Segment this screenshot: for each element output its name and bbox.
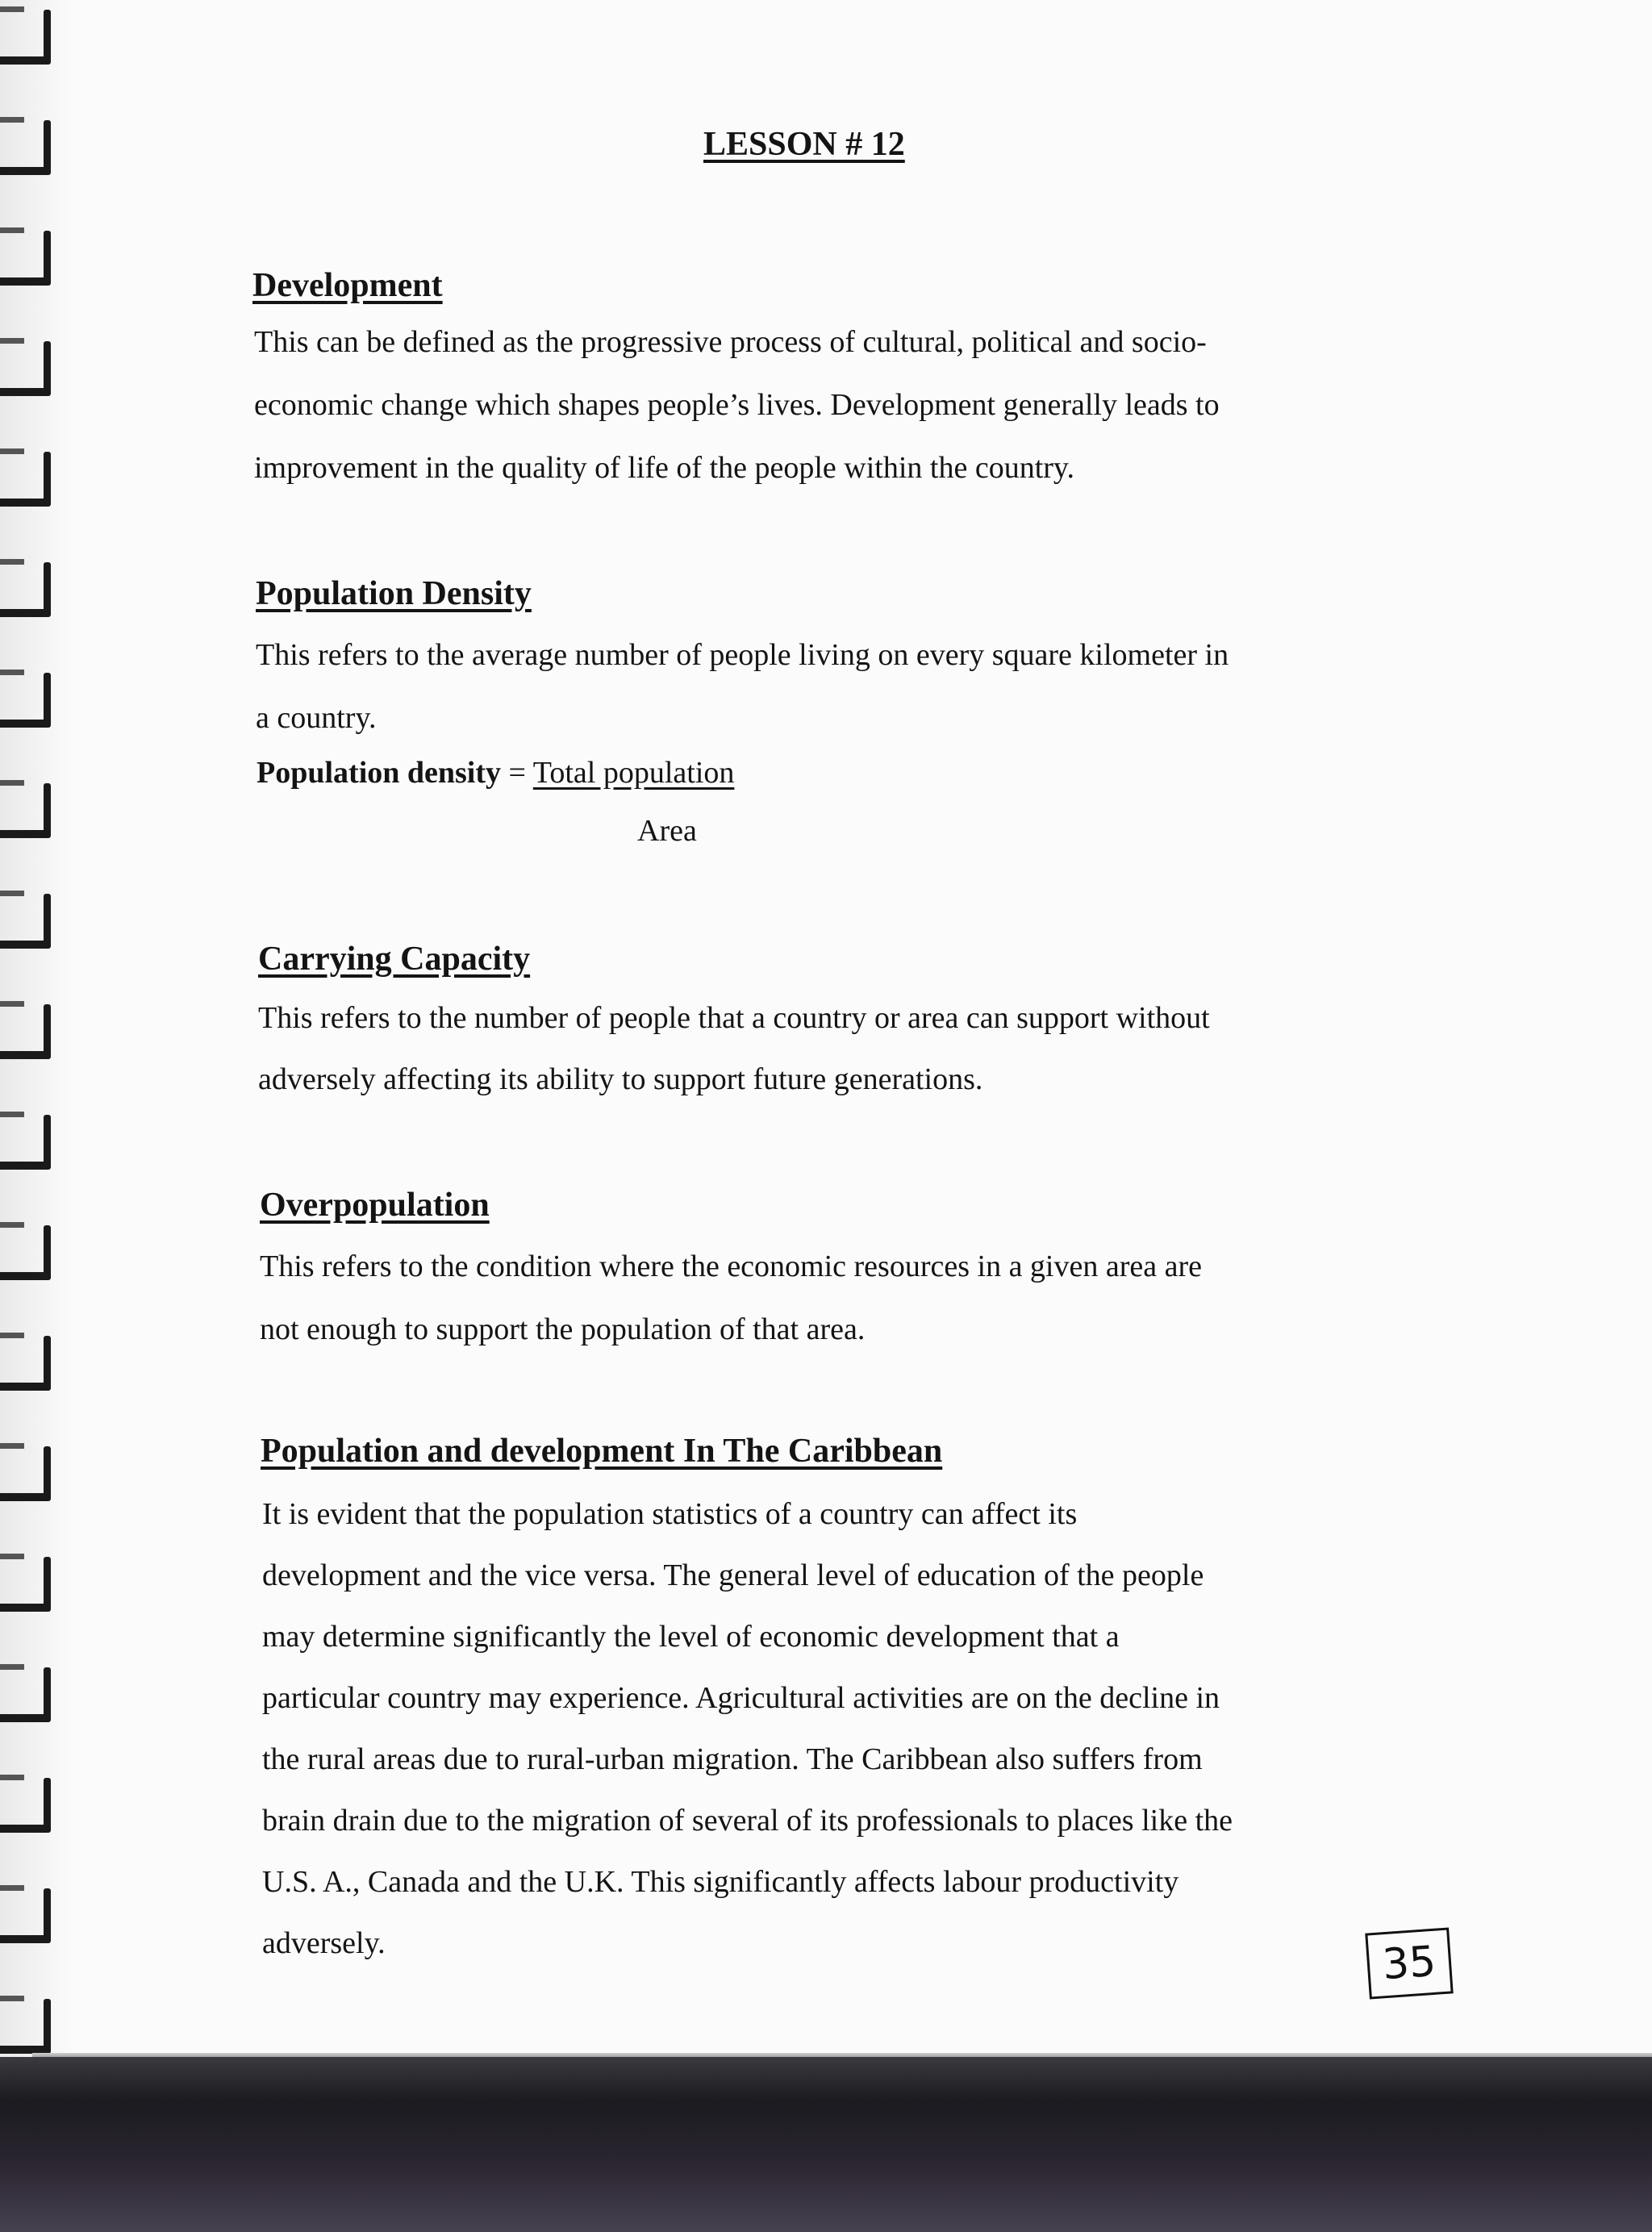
text-line: improvement in the quality of life of the people within the country.	[254, 451, 1074, 485]
heading-carrying-capacity: Carrying Capacity	[258, 941, 531, 978]
text-line: particular country may experience. Agricultural activities are on the decline in	[262, 1681, 1220, 1715]
text-line: adversely.	[262, 1926, 386, 1960]
text-line: not enough to support the population of that area.	[260, 1312, 866, 1346]
binding-ring	[0, 1996, 56, 2060]
formula-denominator: Area	[637, 814, 697, 848]
heading-overpopulation: Overpopulation	[260, 1187, 490, 1224]
binding-ring	[0, 1112, 56, 1176]
binding-ring	[0, 1001, 56, 1066]
formula-label: Population density	[257, 756, 502, 790]
heading-development: Development	[252, 267, 443, 304]
text-line: adversely affecting its ability to support future generations.	[258, 1062, 983, 1096]
binding-ring	[0, 780, 56, 845]
heading-population-density: Population Density	[256, 575, 532, 612]
text-line: may determine significantly the level of economic development that a	[262, 1620, 1120, 1654]
text-line: a country.	[256, 701, 377, 735]
binding-ring	[0, 6, 56, 71]
heading-population-and-development: Population and development In The Caribbean	[261, 1433, 943, 1470]
binding-ring	[0, 670, 56, 734]
spiral-binding	[0, 0, 73, 2069]
binding-ring	[0, 891, 56, 955]
scan-background	[0, 2057, 1652, 2232]
binding-ring	[0, 1664, 56, 1729]
binding-ring	[0, 1222, 56, 1287]
text-line: This can be defined as the progressive process of cultural, political and socio-	[254, 325, 1207, 359]
binding-ring	[0, 1443, 56, 1508]
text-line: development and the vice versa. The general level of education of the people	[262, 1558, 1204, 1592]
population-density-formula	[257, 755, 734, 791]
text-line: This refers to the average number of people living on every square kilometer in	[256, 638, 1229, 672]
lesson-title: LESSON # 12	[703, 126, 905, 163]
binding-ring	[0, 559, 56, 624]
text-line: brain drain due to the migration of several of its professionals to places like the	[262, 1804, 1233, 1838]
formula-equals: =	[508, 756, 526, 790]
text-line: This refers to the condition where the economic resources in a given area are	[260, 1250, 1202, 1283]
binding-ring	[0, 338, 56, 403]
text-line: It is evident that the population statistics of a country can affect its	[262, 1497, 1078, 1531]
binding-ring	[0, 1775, 56, 1839]
text-line: This refers to the number of people that a country or area can support without	[258, 1001, 1210, 1035]
formula-numerator: Total population	[532, 756, 735, 790]
text-line: U.S. A., Canada and the U.K. This significantly affects labour productivity	[262, 1865, 1179, 1899]
text-line: economic change which shapes people’s lives. Development generally leads to	[254, 388, 1220, 422]
binding-ring	[0, 448, 56, 513]
binding-ring	[0, 227, 56, 292]
text-line: the rural areas due to rural-urban migration. The Caribbean also suffers from	[262, 1742, 1203, 1776]
binding-ring	[0, 1885, 56, 1950]
binding-ring	[0, 1333, 56, 1397]
binding-ring	[0, 117, 56, 181]
binding-ring	[0, 1554, 56, 1618]
page-number-box: 35	[1365, 1927, 1453, 1999]
